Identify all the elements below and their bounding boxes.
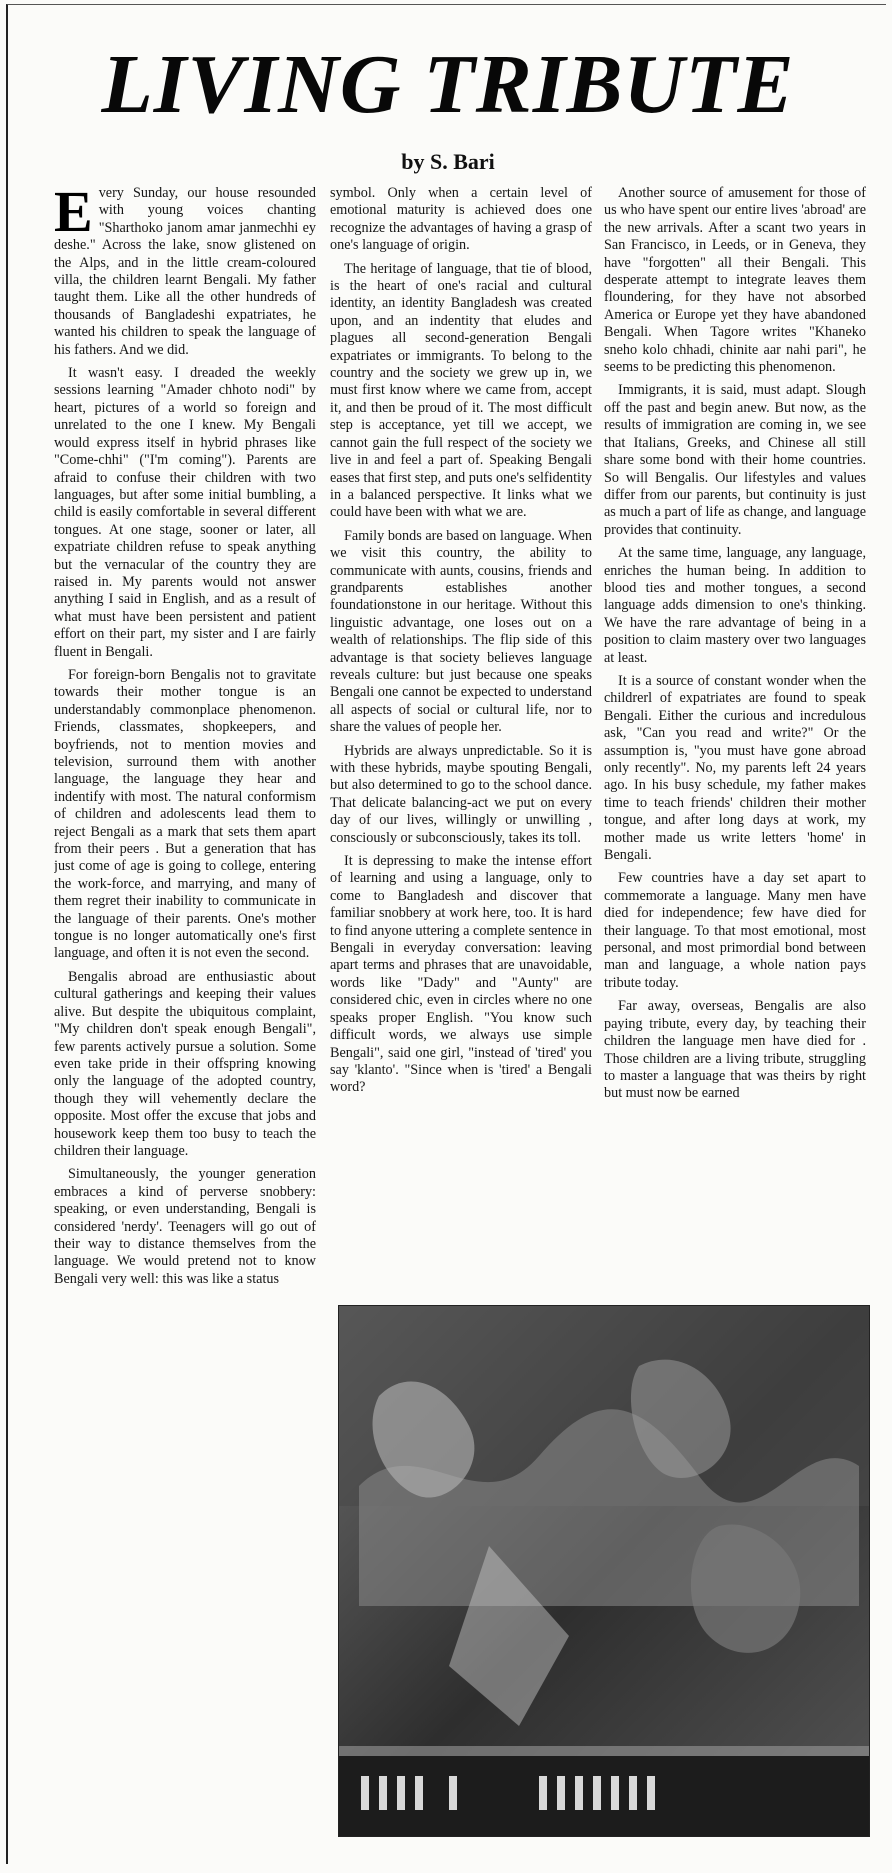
drop-cap: E xyxy=(54,185,93,244)
article-paragraph: Simultaneously, the younger generation embraces a kind of perverse snobbery: speaking, or even understanding, Bengali is considered 'nerdy'. Teenagers will go out of their way to distance themselves from the language. We would pretend not to know Bengali very well: this was like a status xyxy=(54,1166,316,1287)
article-paragraph: Far away, overseas, Bengalis are also paying tribute, every day, by teaching their children the language men have died for . Those children are a living tribute, struggling to master a language that was theirs by right but must now be earned xyxy=(604,998,866,1102)
article-paragraph: Every Sunday, our house resounded with young voices chanting "Sharthoko janom amar janmechhi ey deshe." Across the lake, snow glistened on the Alps, and in the little cream-coloured villa, the children learnt Bengali. My father taught them. Like all the other hundreds of thousands of Bangladeshi expatriates, he wanted his children to speak the language of his fathers. And we did. xyxy=(54,185,316,358)
article-paragraph: It is a source of constant wonder when the childrerl of expatriates are found to speak Bengali. Either the curious and incredulous ask, "Can you read and write?" Or the assumption is, "you must have gone abroad only recently". No, my parents left 24 years ago. In his busy schedule, my father makes time to teach friends' children their mother tongue, and after long days at work, my mother made us write letters 'home' in Bengali. xyxy=(604,672,866,864)
article-paragraph: For foreign-born Bengalis not to gravitate towards their mother tongue is an understandably commonplace phenomenon. Friends, classmates, shopkeepers, and boyfriends, not to mention movies and television, surround them with another language, the language they hear and indentify with most. The natural conformism of children and adolescents lead them to reject Bengali as a mark that sets them apart from their peers . But a generation that has just come of age is going to college, entering the work-force, and marrying, and many of them regret their inability to communicate in the language of their parents. One's mother tongue is no longer automatically one's first language, and often it is not even the second. xyxy=(54,666,316,962)
article-paragraph: Family bonds are based on language. When we visit this country, the ability to communicate with aunts, cousins, friends and grandparents establishes another foundationstone in our heritage. Without this linguistic advantage, one loses out on a wealth of relationships. The flip side of this advantage is that society believes language reveals culture: but just because one speaks Bengali one cannot be expected to understand all aspects of social or cultural life, nor to share the values of people her. xyxy=(330,527,592,736)
article-paragraph: symbol. Only when a certain level of emotional maturity is achieved does one recognize the advantages of having a grasp of one's language of origin. xyxy=(330,185,592,254)
article-paragraph: Bengalis abroad are enthusiastic about cultural gatherings and keeping their values alive. But despite the ubiquitous complaint, "My children don't speak enough Bengali", few parents actively pursue a solution. Some even take pride in their offspring knowing only the language of the adopted country, though they will vehemently declare the opposite. Most offer the excuse that jobs and housework keep them too busy to teach the children their language. xyxy=(54,968,316,1159)
article-paragraph: It wasn't easy. I dreaded the weekly sessions learning "Amader chhoto nodi" by heart, pictures of a world so foreign and unrelated to the one I knew. My Bengali would express itself in hybrid phrases like "Come-chhi" ("I'm coming"). Parents are afraid to confuse their children with two languages, but after some initial bumbling, a child is easily comfortable in several different tongues. At one stage, sooner or later, all expatriate children refuse to speak anything but the vernacular of the country they are raised in. My parents would not answer anything I said in English, and as a result of what must have been persistent and patient effort on their part, my sister and I are fairly fluent in Bengali. xyxy=(54,365,316,660)
newspaper-page xyxy=(6,4,886,1864)
article-paragraph: Few countries have a day set apart to commemorate a language. Many men have died for independence; few have died for their language. To that most emotional, most personal, and most primordial bond between man and language, a whole nation pays tribute today. xyxy=(604,870,866,991)
mural-photo-icon xyxy=(338,1305,870,1837)
byline: by S. Bari xyxy=(401,149,495,174)
article-paragraph: The heritage of language, that tie of blood, is the heart of one's racial and cultural identity, an identity Bangladesh was created upon, and an indentity that eludes and plagues all second-generation Bengali expatriates or immigrants. To belong to the country and the society we grew up in, we must first know where we came from, accept it, and then be proud of it. The most difficult step is acceptance, yet till we accept, we cannot gain the full respect of the society we live in and feel a part of. Speaking Bengali eases that first step, and puts one's selfidentity in a balanced perspective. It links what we could have been with what we are. xyxy=(330,260,592,521)
article-paragraph: It is depressing to make the intense effort of learning and using a language, only to come to Bangladesh and discover that familiar snobbery at work here, too. It is hard to find anyone uttering a complete sentence in Bengali in everyday conversation: leaving apart terms and phrases that are unavoidable, words like "Dady" and "Aunty" are considered chic, even in circles where no one speaks proper English. "You know such difficult words, we always use simple Bengali", said one girl, "instead of 'tired' you say 'klanto'. "Since when is 'tired' a Bengali word? xyxy=(330,853,592,1096)
article-paragraph: At the same time, language, any language, enriches the human being. In addition to blood ties and mother tongues, a second language adds dimension to one's thinking. We have the rare advantage of being in a position to claim mastery over two languages at least. xyxy=(604,545,866,666)
article-column-3 xyxy=(604,185,866,1290)
headline: LIVING TRIBUTE xyxy=(101,38,795,131)
article-paragraph: Immigrants, it is said, must adapt. Slough off the past and begin anew. But now, as the results of immigration are coming in, we see that Italians, Greeks, and Chinese all still share some bond with their home countries. So will Bengalis. Our lifestyles and values differ from our parents, but continuity is just as much a part of life as change, and language provides that continuity. xyxy=(604,382,866,538)
article-paragraph: Another source of amusement for those of us who have spent our entire lives 'abroad' are the new arrivals. After a scant two years in San Francisco, in Leeds, or in Geneva, they have "forgotten" all their Bengali. This desperate attempt to integrate leaves them floundering, for they have not absorbed America or Europe yet they have abandoned Bengali. When Tagore writes "Khaneko sneho kolo chhadi, chinite aar nahi pari", he seems to be predicting this phenomenon. xyxy=(604,185,866,376)
article-column-1 xyxy=(54,185,316,1850)
article-column-2 xyxy=(330,185,592,1290)
article-paragraph: Hybrids are always unpredictable. So it is with these hybrids, maybe spouting Bengali, but also determined to go to the school dance. That delicate balancing-act we put on every day of our lives, willingly or unwilling , consciously or subconsciously, takes its toll. xyxy=(330,742,592,846)
